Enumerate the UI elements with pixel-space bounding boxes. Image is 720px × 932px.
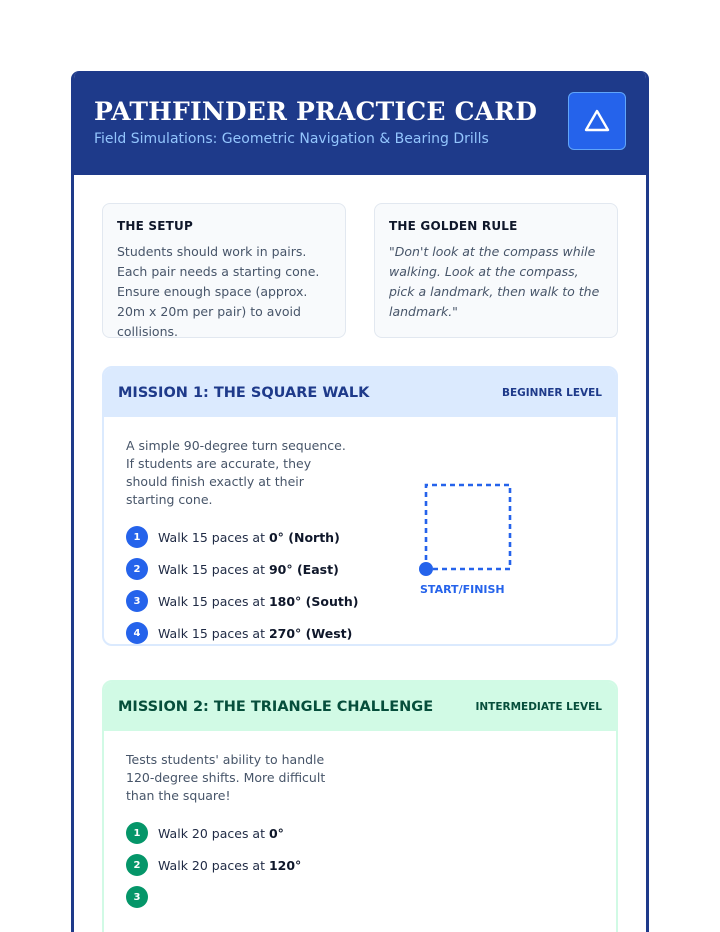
mission-1-level: BEGINNER LEVEL	[501, 386, 602, 399]
start-finish-marker	[419, 562, 433, 576]
mission-1-body	[104, 417, 616, 646]
page-subtitle: Field Simulations: Geometric Navigation & Bearing Drills	[94, 131, 489, 147]
step-number: 1	[126, 822, 148, 844]
mission-2-description: Tests students' ability to handle 120-degree shifts. More difficult than the square!	[126, 752, 326, 803]
mission-2-title: MISSION 2: THE TRIANGLE CHALLENGE	[118, 698, 434, 715]
step-bearing: 90° (East)	[268, 561, 339, 577]
step-prefix: Walk 15 paces at	[158, 593, 269, 609]
practice-card	[71, 71, 649, 932]
mission-1-title: MISSION 1: THE SQUARE WALK	[118, 384, 370, 401]
triangle-icon	[568, 92, 626, 150]
step-number: 3	[126, 590, 148, 612]
step-number: 2	[126, 854, 148, 876]
mission-2-body	[104, 731, 616, 913]
step-bearing: 0°	[268, 825, 284, 841]
step-item	[126, 617, 594, 646]
mission-2-level: INTERMEDIATE LEVEL	[475, 700, 602, 713]
golden-rule-heading: THE GOLDEN RULE	[389, 219, 518, 233]
square-path	[426, 485, 510, 569]
card-header	[74, 71, 646, 175]
setup-heading: THE SETUP	[117, 219, 193, 233]
step-number: 3	[126, 886, 148, 908]
golden-rule-body: "Don't look at the compass while walking. Look at the compass, pick a landmark, then walk to the landmark."	[389, 244, 600, 319]
step-number: 1	[126, 526, 148, 548]
step-number: 4	[126, 622, 148, 644]
mission-2-header	[104, 682, 616, 731]
setup-box	[102, 203, 346, 338]
step-bearing: 180° (South)	[268, 593, 359, 609]
mission-2-steps	[126, 817, 594, 913]
mission-2-card	[102, 680, 618, 932]
mission-1-header	[104, 368, 616, 417]
mission-1-card	[102, 366, 618, 646]
step-prefix: Walk 15 paces at	[158, 561, 269, 577]
golden-rule-box	[374, 203, 618, 338]
step-bearing: 120°	[268, 857, 302, 873]
step-prefix: Walk 20 paces at	[158, 825, 269, 841]
step-prefix: Walk 15 paces at	[158, 625, 269, 641]
step-prefix: Walk 15 paces at	[158, 529, 269, 545]
start-finish-label: START/FINISH	[420, 583, 505, 596]
step-item	[126, 849, 594, 881]
info-row	[102, 203, 618, 338]
step-prefix: Walk 20 paces at	[158, 857, 269, 873]
mission-1-description: A simple 90-degree turn sequence. If students are accurate, they should finish exactly at their starting cone.	[126, 438, 346, 507]
step-item	[126, 881, 594, 913]
step-item	[126, 817, 594, 849]
step-number: 2	[126, 558, 148, 580]
page-title: PATHFINDER PRACTICE CARD	[94, 97, 538, 126]
step-bearing: 0° (North)	[268, 529, 340, 545]
setup-body: Students should work in pairs. Each pair needs a starting cone. Ensure enough space (approx. 20m x 20m per pair) to avoid collisions.	[117, 244, 320, 339]
step-bearing: 270° (West)	[268, 625, 353, 641]
